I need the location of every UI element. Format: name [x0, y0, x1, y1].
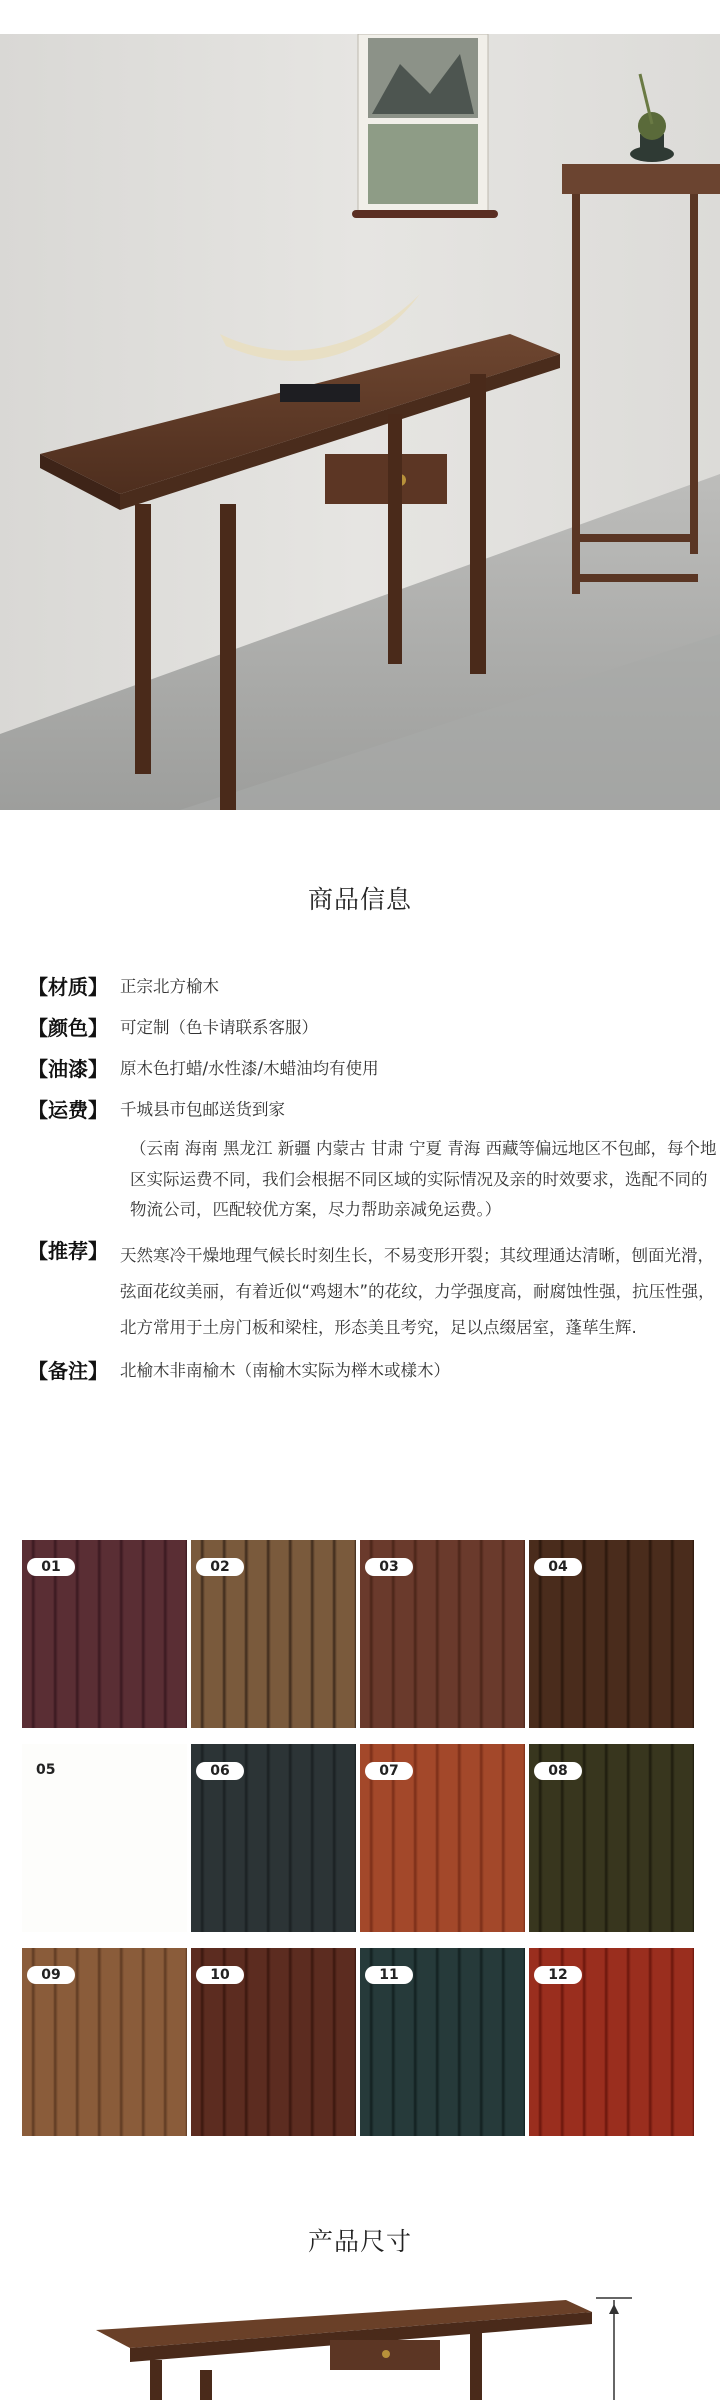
color-swatch[interactable]	[22, 1948, 187, 2136]
swatch-number: 07	[365, 1762, 413, 1780]
swatch-number: 11	[365, 1966, 413, 1984]
color-swatch[interactable]	[360, 1540, 525, 1728]
product-photo	[0, 34, 720, 810]
info-label: 【备注】	[28, 1359, 108, 1384]
shipping-note: （云南 海南 黑龙江 新疆 内蒙古 甘肃 宁夏 青海 西藏等偏远地区不包邮，每个地区实际运费不同，我们会根据不同区域的实际情况及亲的时效要求，选配不同的物流公司，匹配较优方案，尽力帮助亲减免运费。）	[130, 1139, 717, 1220]
color-swatch[interactable]	[22, 1744, 187, 1932]
info-row-material	[28, 972, 718, 1003]
swatch-number: 04	[534, 1558, 582, 1576]
swatch-number: 01	[27, 1558, 75, 1576]
info-row-color	[28, 1013, 718, 1044]
swatch-number: 08	[534, 1762, 582, 1780]
info-row-recommend	[28, 1236, 718, 1347]
product-dimension-image	[0, 2290, 720, 2400]
swatch-row	[22, 1744, 694, 1932]
swatch-number: 03	[365, 1558, 413, 1576]
info-row-note	[28, 1356, 718, 1387]
info-text: 千城县市包邮送货到家	[120, 1100, 285, 1119]
info-label: 【推荐】	[28, 1238, 108, 1263]
color-swatch-grid	[22, 1540, 694, 2152]
swatch-number: 06	[196, 1762, 244, 1780]
swatch-number: 02	[196, 1558, 244, 1576]
swatch-row	[22, 1540, 694, 1728]
color-swatch[interactable]	[360, 1948, 525, 2136]
product-info-list	[28, 972, 718, 1397]
info-text: 原木色打蜡/水性漆/木蜡油均有使用	[120, 1059, 379, 1078]
info-text: 可定制（色卡请联系客服）	[120, 1018, 318, 1037]
swatch-row	[22, 1948, 694, 2136]
swatch-number: 12	[534, 1966, 582, 1984]
swatch-number: 10	[196, 1966, 244, 1984]
info-label: 【颜色】	[28, 1016, 108, 1040]
color-swatch[interactable]	[529, 1948, 694, 2136]
color-swatch[interactable]	[529, 1744, 694, 1932]
color-swatch[interactable]	[191, 1744, 356, 1932]
info-text: 正宗北方榆木	[120, 977, 219, 996]
product-size-title: 产品尺寸	[307, 2227, 412, 2256]
swatch-number: 05	[36, 1762, 56, 1778]
color-swatch[interactable]	[191, 1948, 356, 2136]
swatch-number: 09	[27, 1966, 75, 1984]
info-row-finish	[28, 1054, 718, 1085]
info-label: 【运费】	[28, 1098, 108, 1122]
info-label: 【材质】	[28, 975, 108, 999]
color-swatch[interactable]	[22, 1540, 187, 1728]
info-text: 天然寒冷干燥地理气候长时刻生长，不易变形开裂；其纹理通达清晰，刨面光滑，弦面花纹美丽，有着近似“鸡翅木”的花纹，力学强度高，耐腐蚀性强，抗压性强，北方常用于土房门板和梁柱，形态美且考究，足以点缀居室，蓬荜生辉.	[120, 1245, 715, 1338]
color-swatch[interactable]	[360, 1744, 525, 1932]
info-label: 【油漆】	[28, 1057, 108, 1081]
color-swatch[interactable]	[529, 1540, 694, 1728]
info-row-shipping	[28, 1095, 718, 1226]
product-info-title: 商品信息	[307, 885, 412, 914]
color-swatch[interactable]	[191, 1540, 356, 1728]
info-text: 北榆木非南榆木（南榆木实际为榉木或樣木）	[120, 1361, 450, 1381]
